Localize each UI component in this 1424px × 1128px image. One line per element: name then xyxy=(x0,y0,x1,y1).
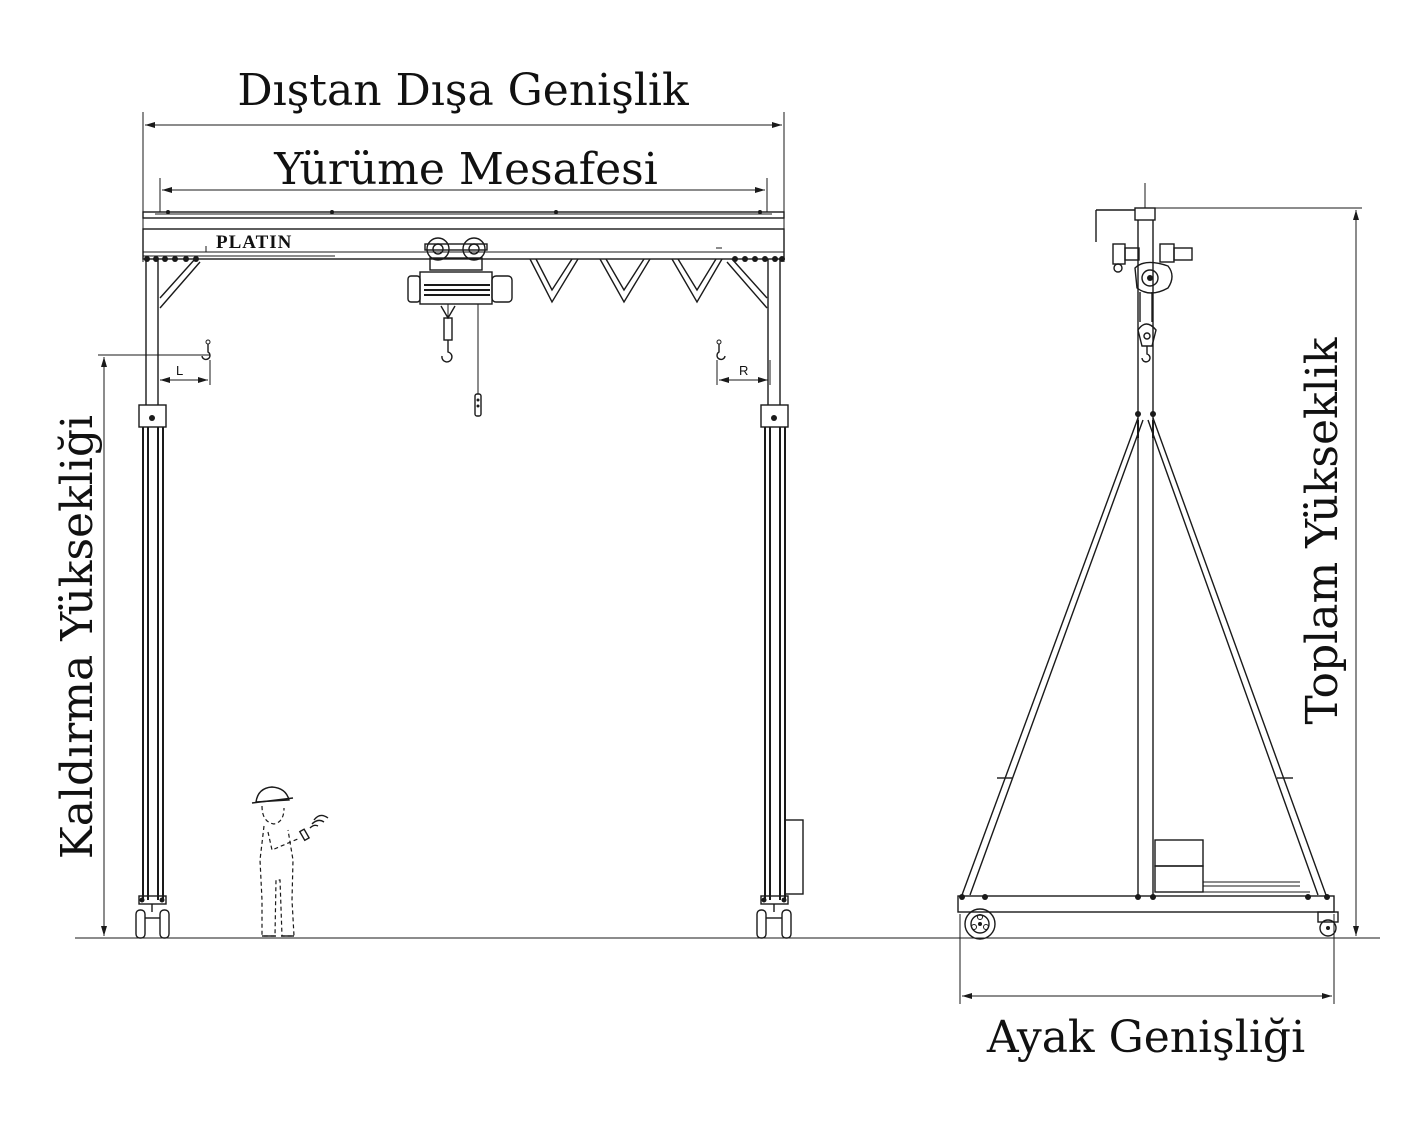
right-hook-limit xyxy=(717,340,770,385)
travel-distance-dimension xyxy=(160,144,767,212)
left-upper-column xyxy=(146,259,158,405)
brand-label: PLATIN xyxy=(216,232,293,253)
control-box xyxy=(785,820,803,894)
leg-width-dimension xyxy=(960,914,1334,1063)
right-limit-label: R xyxy=(739,363,749,378)
top-beam xyxy=(143,210,785,302)
operator-figure xyxy=(252,787,328,936)
lifting-height-dimension xyxy=(52,355,210,936)
left-hook-limit xyxy=(158,340,210,385)
electric-hoist xyxy=(408,238,512,416)
leg-width-label: Ayak Genişliği xyxy=(986,1012,1306,1063)
left-lower-column xyxy=(136,405,169,938)
right-brace xyxy=(727,259,767,308)
outer-width-label: Dıştan Dışa Genişlik xyxy=(237,65,689,116)
left-brace xyxy=(160,259,200,308)
side-view xyxy=(958,183,1368,1063)
side-base xyxy=(958,840,1338,939)
right-lower-column xyxy=(757,405,803,938)
travel-distance-label: Yürüme Mesafesi xyxy=(274,144,658,195)
total-height-dimension xyxy=(1297,210,1368,938)
lifting-height-label: Kaldırma Yüksekliği xyxy=(52,414,103,860)
side-a-frame-legs xyxy=(962,418,1326,895)
total-height-label: Toplam Yükseklik xyxy=(1297,337,1348,725)
left-limit-label: L xyxy=(176,363,184,378)
front-view xyxy=(52,65,803,938)
